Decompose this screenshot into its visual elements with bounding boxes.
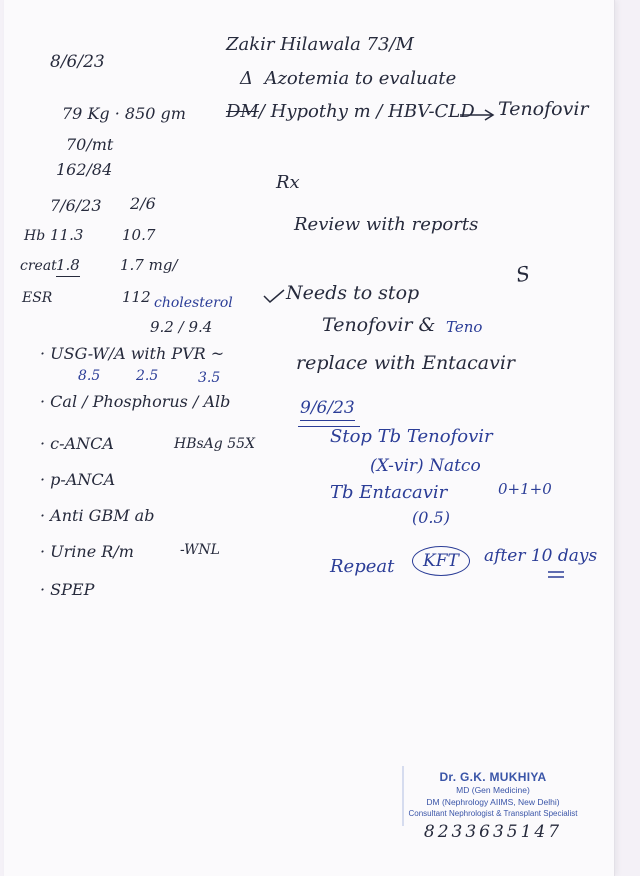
lab-value-creat-1: 1.8 (56, 256, 80, 277)
investigation-usg: · USG-W/A with PVR ~ (40, 344, 225, 363)
investigation-cal: · Cal / Phosphorus / Alb (40, 392, 231, 411)
investigation-canca-text: c-ANCA (50, 434, 114, 453)
investigation-urine: · Urine R/m (40, 542, 134, 561)
visit-date: 8/6/23 (50, 52, 105, 72)
usg-value-1: 8.5 (78, 368, 101, 384)
diagnosis-line-1 (240, 68, 456, 89)
doctor-stamp (402, 770, 584, 860)
lab-label-hb: Hb (24, 228, 46, 244)
note-line-2: Tenofovir & (322, 314, 436, 336)
patient-name: Zakir Hilawala 73/M (226, 34, 414, 55)
investigation-canca: · c-ANCA (40, 434, 114, 453)
delta-symbol: Δ (240, 68, 265, 89)
repeat-test-circled: KFT (412, 546, 470, 576)
stamp-doctor-name: Dr. G.K. MUKHIYA (439, 770, 547, 784)
stamp-qualification-1: MD (Gen Medicine) (456, 785, 530, 795)
repeat-post: after 10 days (484, 546, 598, 566)
followup-line-4: (0.5) (412, 508, 450, 527)
lab-value-creat-2: 1.7 mg/ (120, 256, 178, 274)
vital-pulse: 70/mt (66, 135, 114, 154)
double-underline-icon (546, 570, 566, 580)
followup-line-3-drug: Tb Entacavir (330, 482, 448, 503)
note-line-1: Needs to stop (286, 282, 420, 304)
hbsag-note: HBsAg 55X (174, 436, 255, 452)
advice-text: Review with reports (294, 214, 479, 235)
cholesterol-values: 9.2 / 9.4 (150, 318, 213, 336)
vital-weight: 79 Kg · 850 gm (62, 104, 186, 123)
cholesterol-label: cholesterol (154, 295, 233, 311)
diagnosis-text-1: Azotemia to evaluate (264, 68, 457, 89)
followup-line-3-dose: 0+1+0 (498, 480, 552, 498)
investigation-antigbm-text: Anti GBM ab (50, 506, 155, 525)
stamp-phone: 8233635147 (423, 822, 563, 842)
investigation-spep-text: SPEP (50, 580, 95, 599)
usg-value-2: 2.5 (136, 368, 159, 384)
diagnosis-arrow-target: Tenofovir (498, 98, 589, 120)
struck-dm: DM (226, 101, 259, 122)
investigation-panca-text: p-ANCA (50, 470, 116, 489)
usg-value-3: 3.5 (198, 370, 221, 386)
note-overwrite: Teno (446, 318, 483, 336)
signature: S (514, 260, 532, 288)
stamp-role: Consultant Nephrologist & Transplant Specialist (408, 809, 578, 818)
investigation-panca: · p-ANCA (40, 470, 116, 489)
lab-value-hb-2: 10.7 (122, 226, 156, 244)
stamp-qualification-2: DM (Nephrology AIIMS, New Delhi) (426, 797, 560, 807)
lab-label-creat: creat (20, 258, 57, 274)
lab-value-hb-1: 11.3 (50, 226, 84, 244)
diagnosis-text-2: / Hypothy m / HBV-CLD (258, 101, 475, 122)
lab-value-esr: 112 (122, 288, 151, 306)
repeat-pre: Repeat (330, 556, 395, 577)
followup-line-2: (X-vir) Natco (370, 456, 481, 476)
checkmark-icon (262, 288, 286, 304)
vital-bp: 162/84 (56, 160, 113, 179)
investigation-urine-text: Urine R/m (50, 542, 134, 561)
lab-label-esr: ESR (22, 290, 53, 306)
investigation-antigbm: · Anti GBM ab (40, 506, 155, 525)
investigation-cal-text: Cal / Phosphorus / Alb (50, 392, 231, 411)
arrow-icon (458, 108, 498, 122)
diagnosis-line-2 (226, 101, 475, 122)
followup-date: 9/6/23 (300, 398, 355, 421)
note-line-3: replace with Entacavir (296, 352, 516, 374)
prescription-page (4, 0, 614, 876)
followup-line-1: Stop Tb Tenofovir (330, 426, 493, 447)
investigation-usg-text: USG-W/A with PVR ~ (50, 344, 225, 363)
investigation-spep: · SPEP (40, 580, 95, 599)
urine-note: -WNL (180, 542, 220, 558)
lab-date-2: 2/6 (130, 194, 156, 213)
rx-symbol: Rx (276, 172, 300, 193)
lab-date-1: 7/6/23 (50, 196, 102, 215)
